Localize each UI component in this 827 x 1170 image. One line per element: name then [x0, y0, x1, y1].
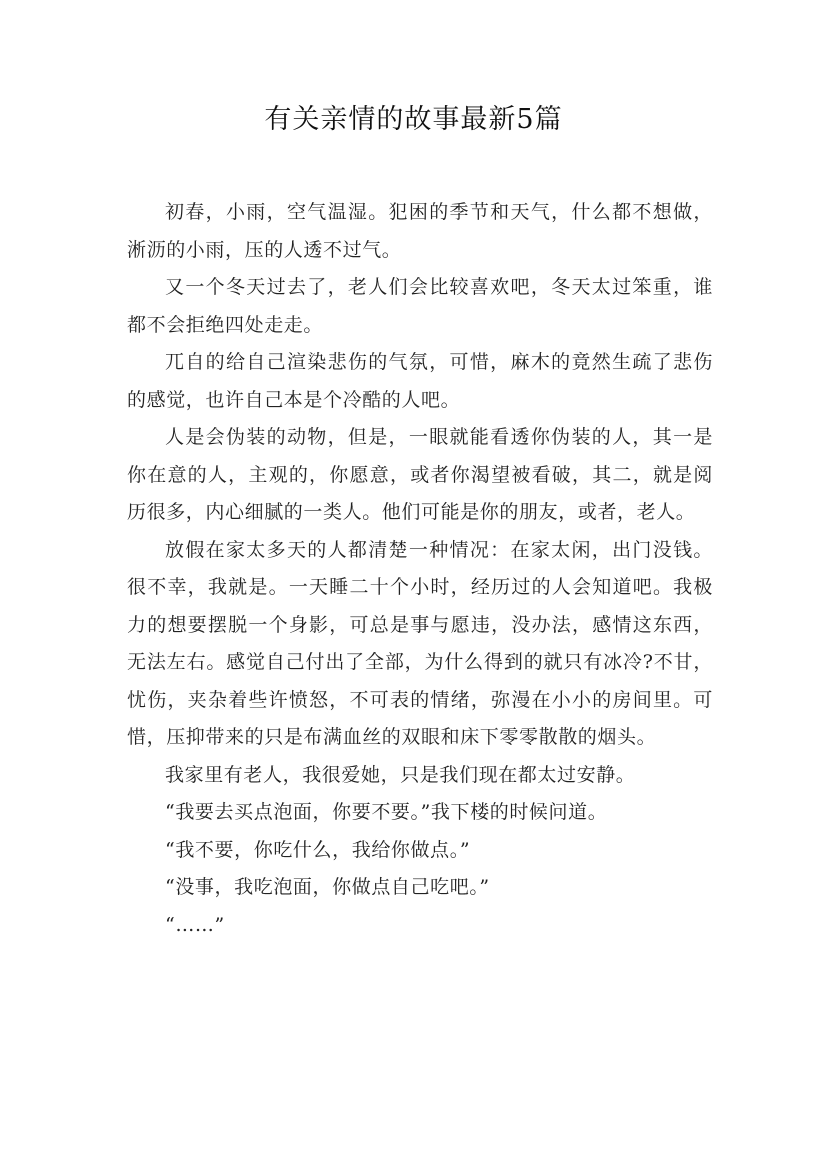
paragraph: 又一个冬天过去了，老人们会比较喜欢吧，冬天太过笨重，谁都不会拒绝四处走走。: [127, 276, 713, 336]
paragraph: “没事，我吃泡面，你做点自己吃吧。”: [165, 876, 490, 898]
paragraph: 我家里有老人，我很爱她，只是我们现在都太过安静。: [165, 763, 636, 786]
paragraph: 放假在家太多天的人都清楚一种情况：在家太闲，出门没钱。很不幸，我就是。一天睡二十个小时，经历过的人会知道吧。我极力的想要摆脱一个身影，可总是事与愿违，没办法，感情这东西，无法左右。感觉自己付出了全部，为什么得到的就只有冰冷?不甘，忧伤，夹杂着些许愤怒，不可表的情绪，弥漫在小小的房间里。可惜，压抑带来的只是布满血丝的双眼和床下零零散散的烟头。: [127, 538, 713, 748]
paragraph: “我不要，你吃什么，我给你做点。”: [165, 838, 471, 861]
document-title: 有关亲情的故事最新5篇: [264, 104, 563, 135]
document-body: [127, 194, 713, 944]
paragraph: “……”: [165, 913, 225, 936]
paragraph: 兀自的给自己渲染悲伤的气氛，可惜，麻木的竟然生疏了悲伤的感觉，也许自己本是个冷酷的人吧。: [127, 351, 713, 411]
paragraph: “我要去买点泡面，你要不要。”我下楼的时候问道。: [165, 801, 608, 823]
paragraph: 人是会伪装的动物，但是，一眼就能看透你伪装的人，其一是你在意的人，主观的，你愿意，或者你渴望被看破，其二，就是阅历很多，内心细腻的一类人。他们可能是你的朋友，或者，老人。: [127, 426, 713, 523]
paragraph: 初春，小雨，空气温湿。犯困的季节和天气，什么都不想做，淅沥的小雨，压的人透不过气。: [127, 201, 713, 261]
